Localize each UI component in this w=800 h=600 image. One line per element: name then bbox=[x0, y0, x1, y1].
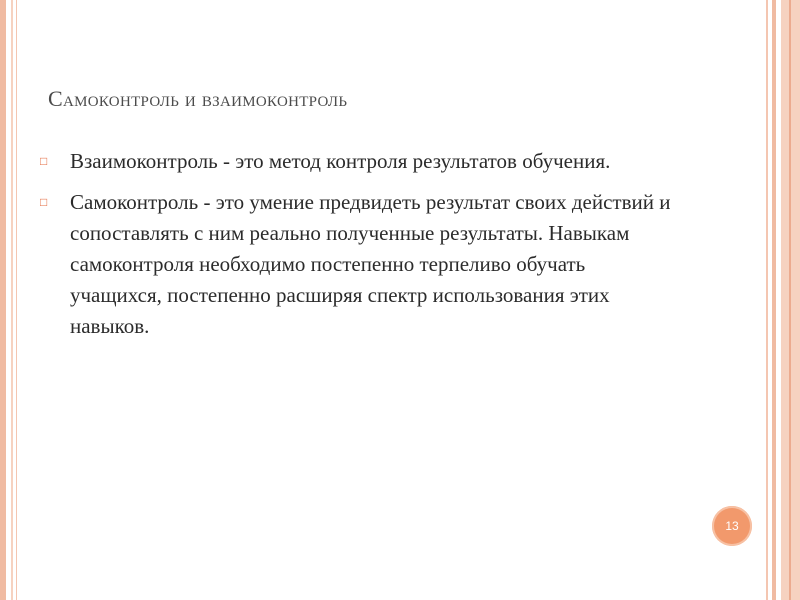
slide-body bbox=[40, 146, 680, 352]
bullet-square-icon: □ bbox=[40, 154, 48, 168]
slide-frame-right-stripe-1 bbox=[766, 0, 768, 600]
slide-frame-left-stripe-2 bbox=[11, 0, 13, 600]
bullet-square-icon: □ bbox=[40, 195, 48, 209]
slide-frame-right-stripe-2 bbox=[772, 0, 776, 600]
slide-number-label: 13 bbox=[725, 519, 739, 533]
slide-frame-right-stripe-4 bbox=[789, 0, 791, 600]
bullet-text: Самоконтроль - это умение предвидеть результат своих действий и сопоставлять с ним реально полученные результаты. Навыкам самоконтроля необходимо постепенно терпеливо обучать учащихся, постепенно расширяя спектр использования этих навыков. bbox=[70, 190, 671, 338]
bullet-text: Взаимоконтроль - это метод контроля результатов обучения. bbox=[70, 149, 611, 173]
slide-frame-left-stripe-1 bbox=[0, 0, 6, 600]
slide-number-badge bbox=[712, 506, 752, 546]
bullet-item-1 bbox=[40, 146, 680, 177]
slide-frame-left-stripe-3 bbox=[16, 0, 17, 600]
slide-title: Самоконтроль и взаимоконтроль bbox=[48, 86, 348, 111]
bullet-item-2 bbox=[40, 187, 680, 342]
